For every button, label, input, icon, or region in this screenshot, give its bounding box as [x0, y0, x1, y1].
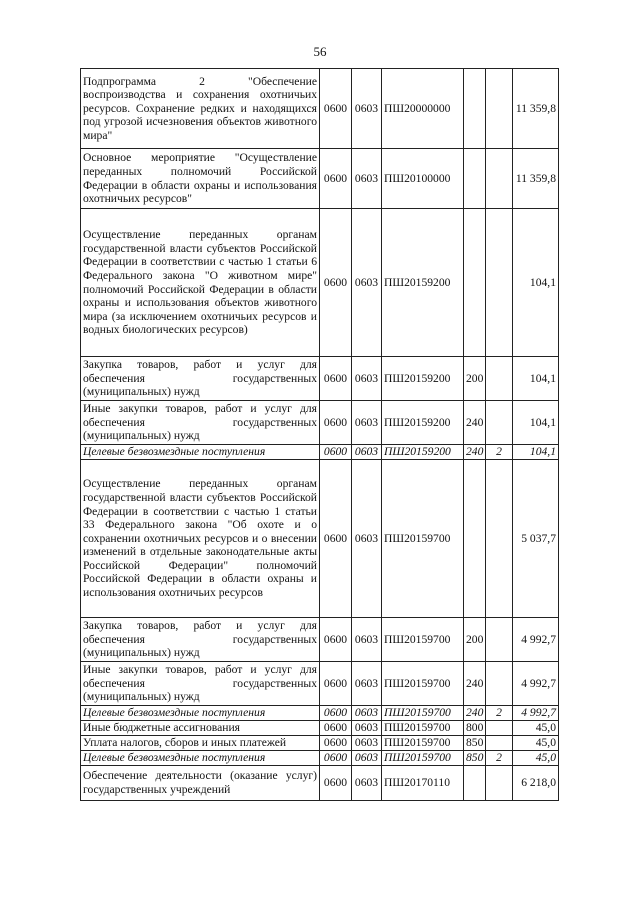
section-code: 0603 — [352, 721, 382, 736]
row-description: Подпрограмма 2 "Обеспечение воспроизводства и сохранения охотничьих ресурсов. Сохранение редких и находящихся под угрозой исчезновения объектов животного мира" — [81, 69, 320, 149]
amount: 45,0 — [513, 721, 559, 736]
grbs-code: 0600 — [320, 209, 352, 357]
grbs-code: 0600 — [320, 721, 352, 736]
section-code: 0603 — [352, 766, 382, 801]
expense-type-code: 200 — [464, 357, 486, 401]
amount: 5 037,7 — [513, 460, 559, 618]
kosgu-code — [486, 401, 513, 445]
kosgu-code — [486, 721, 513, 736]
section-code: 0603 — [352, 662, 382, 706]
grbs-code: 0600 — [320, 149, 352, 209]
table-row — [81, 149, 559, 209]
budget-table-body — [81, 69, 559, 801]
expense-type-code: 200 — [464, 618, 486, 662]
kosgu-code — [486, 766, 513, 801]
target-article-code: ПШ20159700 — [382, 736, 464, 751]
kosgu-code — [486, 357, 513, 401]
target-article-code: ПШ20159200 — [382, 357, 464, 401]
kosgu-code: 2 — [486, 445, 513, 460]
kosgu-code — [486, 149, 513, 209]
target-article-code: ПШ20159700 — [382, 751, 464, 766]
target-article-code: ПШ20159200 — [382, 209, 464, 357]
row-description: Целевые безвозмездные поступления — [81, 751, 320, 766]
row-description: Осуществление переданных органам государственной власти субъектов Российской Федерации в соответствии с частью 1 статьи 6 Федерального закона "О животном мире" полномочий Российской Федерации в области охраны и использования объектов животного мира (за исключением охотничьих ресурсов и водных биологических ресурсов) — [81, 209, 320, 357]
table-row — [81, 662, 559, 706]
section-code: 0603 — [352, 149, 382, 209]
amount: 104,1 — [513, 357, 559, 401]
expense-type-code: 240 — [464, 401, 486, 445]
row-description: Целевые безвозмездные поступления — [81, 706, 320, 721]
target-article-code: ПШ20159700 — [382, 618, 464, 662]
section-code: 0603 — [352, 736, 382, 751]
row-description: Целевые безвозмездные поступления — [81, 445, 320, 460]
table-row — [81, 736, 559, 751]
amount: 104,1 — [513, 445, 559, 460]
target-article-code: ПШ20100000 — [382, 149, 464, 209]
amount: 6 218,0 — [513, 766, 559, 801]
expense-type-code: 240 — [464, 706, 486, 721]
row-description: Основное мероприятие "Осуществление переданных полномочий Российской Федерации в области охраны и использования охотничьих ресурсов" — [81, 149, 320, 209]
section-code: 0603 — [352, 618, 382, 662]
amount: 104,1 — [513, 209, 559, 357]
row-description: Иные закупки товаров, работ и услуг для обеспечения государственных (муниципальных) нужд — [81, 662, 320, 706]
expense-type-code — [464, 460, 486, 618]
kosgu-code — [486, 662, 513, 706]
grbs-code: 0600 — [320, 401, 352, 445]
table-row — [81, 69, 559, 149]
expense-type-code: 800 — [464, 721, 486, 736]
amount: 4 992,7 — [513, 618, 559, 662]
expense-type-code: 850 — [464, 736, 486, 751]
target-article-code: ПШ20170110 — [382, 766, 464, 801]
amount: 104,1 — [513, 401, 559, 445]
target-article-code: ПШ20000000 — [382, 69, 464, 149]
kosgu-code: 2 — [486, 706, 513, 721]
section-code: 0603 — [352, 751, 382, 766]
row-description: Закупка товаров, работ и услуг для обеспечения государственных (муниципальных) нужд — [81, 357, 320, 401]
kosgu-code: 2 — [486, 751, 513, 766]
grbs-code: 0600 — [320, 766, 352, 801]
row-description: Иные бюджетные ассигнования — [81, 721, 320, 736]
grbs-code: 0600 — [320, 662, 352, 706]
expense-type-code — [464, 209, 486, 357]
target-article-code: ПШ20159200 — [382, 445, 464, 460]
kosgu-code — [486, 460, 513, 618]
amount: 45,0 — [513, 736, 559, 751]
expense-type-code — [464, 149, 486, 209]
grbs-code: 0600 — [320, 357, 352, 401]
section-code: 0603 — [352, 460, 382, 618]
expense-type-code — [464, 69, 486, 149]
page-number: 56 — [313, 44, 327, 59]
target-article-code: ПШ20159700 — [382, 706, 464, 721]
grbs-code: 0600 — [320, 751, 352, 766]
table-row — [81, 401, 559, 445]
table-row — [81, 618, 559, 662]
amount: 45,0 — [513, 751, 559, 766]
table-row — [81, 357, 559, 401]
expense-type-code: 240 — [464, 445, 486, 460]
grbs-code: 0600 — [320, 618, 352, 662]
kosgu-code — [486, 618, 513, 662]
table-row — [81, 460, 559, 618]
section-code: 0603 — [352, 445, 382, 460]
expense-type-code: 850 — [464, 751, 486, 766]
row-description: Осуществление переданных органам государственной власти субъектов Российской Федерации в соответствии с частью 1 статьи 33 Федерального закона "Об охоте и о сохранении охотничьих ресурсов и о внесении изменений в отдельные законодательные акты Российской Федерации" полномочий Российской Федерации в области охраны и использования охотничьих ресурсов — [81, 460, 320, 618]
expense-type-code: 240 — [464, 662, 486, 706]
budget-table — [80, 68, 559, 801]
table-row — [81, 706, 559, 721]
kosgu-code — [486, 209, 513, 357]
row-description: Уплата налогов, сборов и иных платежей — [81, 736, 320, 751]
section-code: 0603 — [352, 357, 382, 401]
grbs-code: 0600 — [320, 69, 352, 149]
grbs-code: 0600 — [320, 460, 352, 618]
target-article-code: ПШ20159700 — [382, 662, 464, 706]
amount: 4 992,7 — [513, 706, 559, 721]
target-article-code: ПШ20159700 — [382, 721, 464, 736]
kosgu-code — [486, 736, 513, 751]
table-row — [81, 721, 559, 736]
table-row — [81, 445, 559, 460]
row-description: Закупка товаров, работ и услуг для обеспечения государственных (муниципальных) нужд — [81, 618, 320, 662]
amount: 11 359,8 — [513, 69, 559, 149]
target-article-code: ПШ20159700 — [382, 460, 464, 618]
section-code: 0603 — [352, 209, 382, 357]
amount: 11 359,8 — [513, 149, 559, 209]
row-description: Иные закупки товаров, работ и услуг для обеспечения государственных (муниципальных) нужд — [81, 401, 320, 445]
table-row — [81, 209, 559, 357]
section-code: 0603 — [352, 401, 382, 445]
grbs-code: 0600 — [320, 706, 352, 721]
row-description: Обеспечение деятельности (оказание услуг) государственных учреждений — [81, 766, 320, 801]
table-row — [81, 751, 559, 766]
grbs-code: 0600 — [320, 445, 352, 460]
target-article-code: ПШ20159200 — [382, 401, 464, 445]
amount: 4 992,7 — [513, 662, 559, 706]
expense-type-code — [464, 766, 486, 801]
section-code: 0603 — [352, 706, 382, 721]
kosgu-code — [486, 69, 513, 149]
section-code: 0603 — [352, 69, 382, 149]
table-row — [81, 766, 559, 801]
grbs-code: 0600 — [320, 736, 352, 751]
